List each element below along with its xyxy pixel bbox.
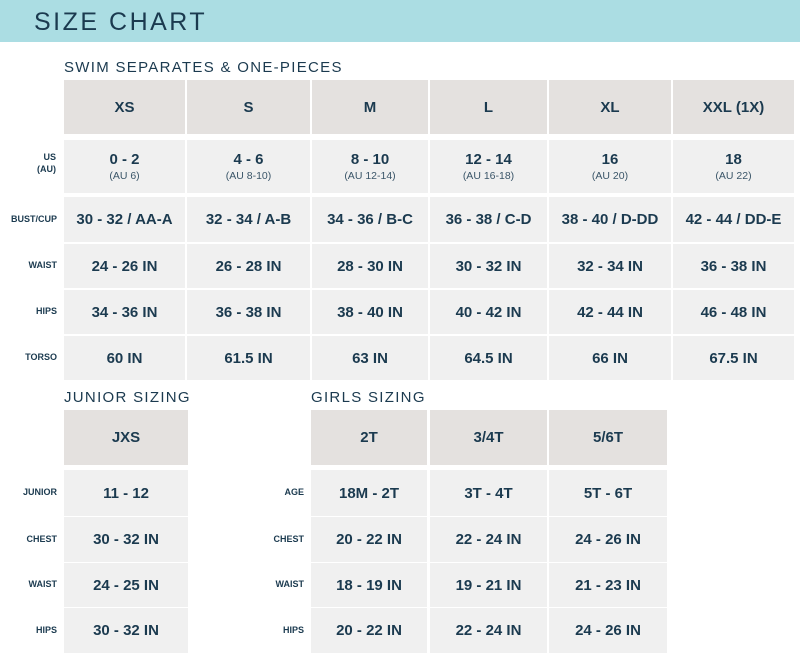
size-header-cell bbox=[430, 410, 547, 465]
size-value: 60 IN bbox=[106, 349, 143, 367]
size-value: 28 - 30 IN bbox=[337, 257, 403, 275]
row-label: WAIST bbox=[28, 260, 57, 270]
size-value-cell bbox=[64, 244, 185, 288]
size-value-cell bbox=[64, 336, 185, 380]
au-size-value: (AU 8-10) bbox=[225, 170, 272, 182]
size-value: 5T - 6T bbox=[583, 484, 633, 502]
size-value-cell bbox=[311, 517, 427, 562]
size-value-cell bbox=[430, 563, 547, 607]
size-header-cell bbox=[549, 80, 671, 134]
us-size-value: 16 bbox=[601, 151, 619, 168]
junior-section-title: JUNIOR SIZING bbox=[64, 389, 191, 406]
size-value-cell bbox=[64, 517, 188, 562]
size-header-label: XXL (1X) bbox=[702, 98, 765, 116]
size-value: 26 - 28 IN bbox=[215, 257, 282, 275]
size-value: 32 - 34 IN bbox=[577, 257, 643, 275]
size-value-cell bbox=[64, 470, 188, 516]
au-size-value: (AU 12-14) bbox=[344, 170, 396, 182]
size-value-cell bbox=[64, 290, 185, 334]
row-label: HIPS bbox=[35, 624, 57, 635]
us-size-value: 0 - 2 bbox=[109, 151, 140, 168]
size-value: 30 - 32 IN bbox=[455, 257, 522, 275]
size-value-cell bbox=[430, 470, 547, 516]
size-value: 66 IN bbox=[592, 349, 628, 367]
size-value-cell bbox=[430, 517, 547, 562]
us-size-value: 18 bbox=[725, 151, 742, 168]
size-value-cell bbox=[64, 608, 188, 653]
size-value: 64.5 IN bbox=[464, 349, 513, 367]
size-value-cell bbox=[187, 290, 310, 334]
size-value: 11 - 12 bbox=[103, 484, 149, 502]
size-value-cell bbox=[311, 563, 427, 607]
size-value-cell bbox=[311, 608, 427, 653]
us-size-cell bbox=[187, 140, 310, 193]
size-value: 21 - 23 IN bbox=[575, 576, 641, 594]
size-value: 24 - 25 IN bbox=[93, 576, 159, 594]
size-value-cell bbox=[187, 244, 310, 288]
row-label: HIPS bbox=[282, 624, 304, 635]
size-header-label: 3/4T bbox=[473, 429, 504, 446]
size-value: 63 IN bbox=[352, 349, 388, 367]
size-value-cell bbox=[187, 197, 310, 242]
size-value-cell bbox=[311, 470, 427, 516]
size-value-cell bbox=[187, 336, 310, 380]
size-value: 18M - 2T bbox=[338, 484, 399, 502]
size-value-cell bbox=[673, 197, 794, 242]
size-value-cell bbox=[430, 244, 547, 288]
us-size-value: 8 - 10 bbox=[350, 151, 390, 168]
row-label: WAIST bbox=[275, 579, 304, 589]
size-value: 38 - 40 IN bbox=[337, 303, 403, 321]
size-header-label: XL bbox=[600, 98, 620, 116]
us-size-cell bbox=[312, 140, 428, 193]
size-value: 19 - 21 IN bbox=[455, 576, 522, 594]
size-header-label: JXS bbox=[111, 429, 141, 446]
size-value-cell bbox=[312, 197, 428, 242]
row-label-au: (AU) bbox=[37, 164, 56, 174]
size-value-cell bbox=[549, 290, 671, 334]
row-label: BUST/CUP bbox=[10, 213, 57, 224]
size-value-cell bbox=[673, 290, 794, 334]
size-header-label: M bbox=[363, 98, 377, 116]
row-label: HIPS bbox=[35, 306, 57, 316]
au-size-value: (AU 16-18) bbox=[462, 170, 515, 182]
size-value: 22 - 24 IN bbox=[455, 531, 522, 548]
size-value-cell bbox=[312, 244, 428, 288]
size-value-cell bbox=[549, 244, 671, 288]
size-header-cell bbox=[187, 80, 310, 134]
size-value: 20 - 22 IN bbox=[336, 622, 402, 639]
size-value-cell bbox=[549, 563, 667, 607]
row-label-us: US bbox=[43, 152, 56, 162]
size-header-cell bbox=[312, 80, 428, 134]
size-value: 38 - 40 / D-DD bbox=[561, 211, 659, 228]
size-header-cell bbox=[549, 410, 667, 465]
size-value-cell bbox=[549, 470, 667, 516]
size-value: 34 - 36 / B-C bbox=[327, 211, 413, 228]
us-size-cell bbox=[430, 140, 547, 193]
size-value: 20 - 22 IN bbox=[336, 531, 402, 548]
size-value-cell bbox=[549, 517, 667, 562]
row-label: AGE bbox=[284, 487, 304, 497]
size-value: 32 - 34 / A-B bbox=[205, 211, 292, 228]
page-title: SIZE CHART bbox=[34, 8, 208, 36]
row-label: CHEST bbox=[273, 533, 304, 544]
size-value: 18 - 19 IN bbox=[336, 576, 402, 594]
size-value: 24 - 26 IN bbox=[575, 531, 641, 548]
size-value: 67.5 IN bbox=[709, 349, 758, 367]
au-size-value: (AU 20) bbox=[591, 170, 629, 182]
size-header-cell bbox=[64, 80, 185, 134]
size-header-cell bbox=[311, 410, 427, 465]
us-size-cell bbox=[64, 140, 185, 193]
size-value: 24 - 26 IN bbox=[91, 257, 158, 275]
size-header-label: 5/6T bbox=[592, 429, 623, 446]
size-value-cell bbox=[549, 608, 667, 653]
size-value: 30 - 32 IN bbox=[93, 622, 159, 639]
us-size-value: 4 - 6 bbox=[233, 151, 264, 168]
size-value-cell bbox=[549, 197, 671, 242]
size-header-label: XS bbox=[114, 98, 135, 116]
title-banner bbox=[0, 0, 800, 42]
size-header-label: S bbox=[243, 98, 254, 116]
size-value: 61.5 IN bbox=[224, 349, 273, 367]
size-value-cell bbox=[673, 244, 794, 288]
girls-section-title: GIRLS SIZING bbox=[311, 389, 426, 406]
row-label: TORSO bbox=[25, 352, 57, 362]
size-value: 46 - 48 IN bbox=[700, 303, 767, 321]
us-size-cell bbox=[549, 140, 671, 193]
size-header-cell bbox=[64, 410, 188, 465]
swim-section-title: SWIM SEPARATES & ONE-PIECES bbox=[64, 59, 343, 76]
size-header-cell bbox=[673, 80, 794, 134]
au-size-value: (AU 22) bbox=[715, 170, 752, 182]
size-value: 34 - 36 IN bbox=[91, 303, 158, 321]
us-size-value: 12 - 14 bbox=[465, 151, 512, 168]
size-header-label: 2T bbox=[360, 429, 378, 446]
size-value-cell bbox=[312, 336, 428, 380]
size-value-cell bbox=[430, 336, 547, 380]
size-value-cell bbox=[430, 290, 547, 334]
size-value: 3T - 4T bbox=[464, 484, 513, 502]
size-value: 22 - 24 IN bbox=[455, 622, 522, 639]
au-size-value: (AU 6) bbox=[109, 170, 140, 182]
size-value: 40 - 42 IN bbox=[455, 303, 522, 321]
size-value-cell bbox=[430, 197, 547, 242]
size-value: 30 - 32 / AA-A bbox=[76, 211, 173, 228]
row-label: CHEST bbox=[26, 533, 57, 544]
size-value: 36 - 38 IN bbox=[215, 303, 282, 321]
size-value: 36 - 38 / C-D bbox=[445, 211, 532, 228]
size-value: 42 - 44 IN bbox=[577, 303, 643, 321]
size-value-cell bbox=[64, 563, 188, 607]
row-label: JUNIOR bbox=[22, 487, 57, 497]
size-value-cell bbox=[312, 290, 428, 334]
size-value: 30 - 32 IN bbox=[93, 531, 159, 548]
size-value: 24 - 26 IN bbox=[575, 622, 641, 639]
size-value: 36 - 38 IN bbox=[700, 257, 767, 275]
size-value: 42 - 44 / DD-E bbox=[685, 211, 782, 228]
us-size-cell bbox=[673, 140, 794, 193]
size-value-cell bbox=[549, 336, 671, 380]
row-label: WAIST bbox=[28, 579, 57, 589]
size-value-cell bbox=[430, 608, 547, 653]
size-header-cell bbox=[430, 80, 547, 134]
size-header-label: L bbox=[483, 98, 494, 116]
size-value-cell bbox=[64, 197, 185, 242]
size-value-cell bbox=[673, 336, 794, 380]
